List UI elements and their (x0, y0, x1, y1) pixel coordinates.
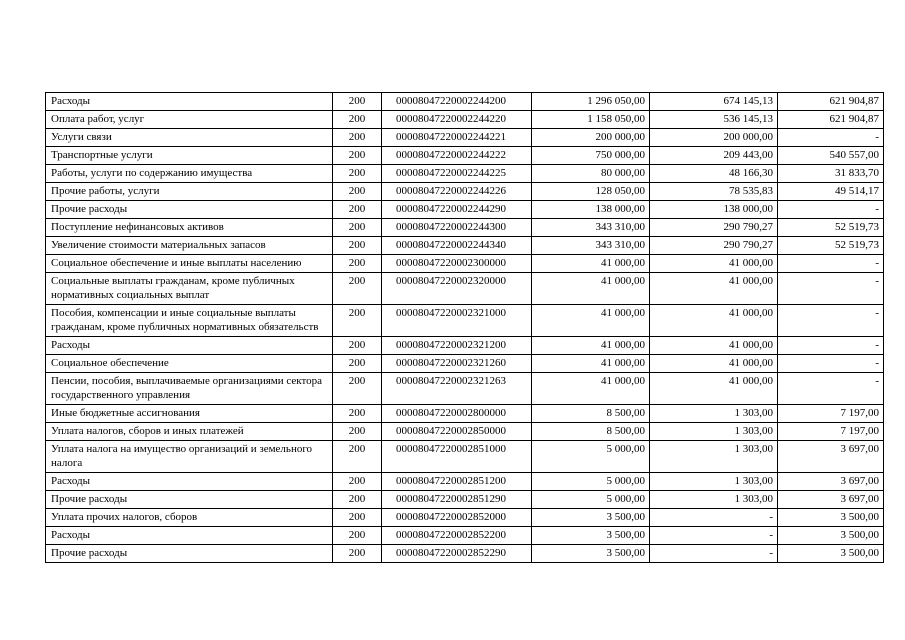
cell-line-code: 200 (333, 129, 382, 147)
cell-executed: 1 303,00 (650, 423, 778, 441)
cell-approved: 41 000,00 (532, 355, 650, 373)
cell-kbk: 00008047220002321000 (382, 305, 532, 337)
cell-name: Оплата работ, услуг (46, 111, 333, 129)
cell-line-code: 200 (333, 165, 382, 183)
cell-unexecuted: 621 904,87 (778, 111, 884, 129)
table-row (46, 237, 884, 255)
cell-kbk: 00008047220002852290 (382, 545, 532, 563)
cell-executed: 41 000,00 (650, 255, 778, 273)
cell-kbk: 00008047220002851200 (382, 473, 532, 491)
cell-approved: 80 000,00 (532, 165, 650, 183)
table-row (46, 473, 884, 491)
cell-kbk: 00008047220002321260 (382, 355, 532, 373)
cell-approved: 41 000,00 (532, 337, 650, 355)
cell-line-code: 200 (333, 509, 382, 527)
table-body (46, 93, 884, 563)
cell-unexecuted: - (778, 337, 884, 355)
cell-name: Прочие расходы (46, 201, 333, 219)
cell-executed: 1 303,00 (650, 441, 778, 473)
cell-executed: - (650, 509, 778, 527)
table-row (46, 93, 884, 111)
cell-executed: 41 000,00 (650, 305, 778, 337)
table-row (46, 305, 884, 337)
cell-name: Прочие расходы (46, 491, 333, 509)
cell-kbk: 00008047220002321200 (382, 337, 532, 355)
cell-executed: 138 000,00 (650, 201, 778, 219)
cell-name: Социальные выплаты гражданам, кроме публичных нормативных социальных выплат (46, 273, 333, 305)
cell-name: Социальное обеспечение (46, 355, 333, 373)
table-row (46, 491, 884, 509)
cell-approved: 138 000,00 (532, 201, 650, 219)
cell-kbk: 00008047220002244221 (382, 129, 532, 147)
cell-unexecuted: 49 514,17 (778, 183, 884, 201)
table-row (46, 355, 884, 373)
cell-line-code: 200 (333, 527, 382, 545)
cell-line-code: 200 (333, 201, 382, 219)
cell-executed: 41 000,00 (650, 337, 778, 355)
cell-line-code: 200 (333, 219, 382, 237)
cell-line-code: 200 (333, 441, 382, 473)
cell-line-code: 200 (333, 355, 382, 373)
cell-approved: 5 000,00 (532, 441, 650, 473)
cell-executed: 674 145,13 (650, 93, 778, 111)
cell-kbk: 00008047220002300000 (382, 255, 532, 273)
cell-name: Расходы (46, 473, 333, 491)
table-row (46, 373, 884, 405)
cell-approved: 8 500,00 (532, 423, 650, 441)
cell-name: Иные бюджетные ассигнования (46, 405, 333, 423)
cell-line-code: 200 (333, 237, 382, 255)
cell-approved: 128 050,00 (532, 183, 650, 201)
cell-line-code: 200 (333, 305, 382, 337)
cell-kbk: 00008047220002852200 (382, 527, 532, 545)
cell-line-code: 200 (333, 405, 382, 423)
cell-unexecuted: 7 197,00 (778, 423, 884, 441)
cell-unexecuted: - (778, 305, 884, 337)
cell-kbk: 00008047220002244290 (382, 201, 532, 219)
cell-executed: 1 303,00 (650, 405, 778, 423)
cell-unexecuted: 3 697,00 (778, 491, 884, 509)
cell-executed: 1 303,00 (650, 473, 778, 491)
cell-kbk: 00008047220002244222 (382, 147, 532, 165)
cell-name: Прочие расходы (46, 545, 333, 563)
cell-kbk: 00008047220002851290 (382, 491, 532, 509)
cell-line-code: 200 (333, 147, 382, 165)
cell-executed: 536 145,13 (650, 111, 778, 129)
cell-name: Уплата налогов, сборов и иных платежей (46, 423, 333, 441)
cell-name: Расходы (46, 93, 333, 111)
table-row (46, 147, 884, 165)
cell-executed: 1 303,00 (650, 491, 778, 509)
cell-kbk: 00008047220002244340 (382, 237, 532, 255)
cell-approved: 1 296 050,00 (532, 93, 650, 111)
cell-unexecuted: - (778, 255, 884, 273)
cell-kbk: 00008047220002852000 (382, 509, 532, 527)
cell-name: Пособия, компенсации и иные социальные выплаты гражданам, кроме публичных нормативных обязательств (46, 305, 333, 337)
table-row (46, 129, 884, 147)
cell-executed: 41 000,00 (650, 373, 778, 405)
cell-unexecuted: 3 500,00 (778, 509, 884, 527)
cell-unexecuted: 52 519,73 (778, 237, 884, 255)
cell-line-code: 200 (333, 423, 382, 441)
cell-line-code: 200 (333, 545, 382, 563)
cell-approved: 5 000,00 (532, 473, 650, 491)
table-row (46, 183, 884, 201)
cell-kbk: 00008047220002244225 (382, 165, 532, 183)
cell-approved: 41 000,00 (532, 373, 650, 405)
table-row (46, 201, 884, 219)
cell-executed: 78 535,83 (650, 183, 778, 201)
cell-unexecuted: - (778, 355, 884, 373)
cell-executed: 209 443,00 (650, 147, 778, 165)
cell-unexecuted: - (778, 129, 884, 147)
cell-executed: - (650, 527, 778, 545)
cell-kbk: 00008047220002851000 (382, 441, 532, 473)
cell-line-code: 200 (333, 111, 382, 129)
cell-approved: 41 000,00 (532, 255, 650, 273)
cell-kbk: 00008047220002244226 (382, 183, 532, 201)
cell-line-code: 200 (333, 337, 382, 355)
cell-name: Социальное обеспечение и иные выплаты населению (46, 255, 333, 273)
cell-kbk: 00008047220002320000 (382, 273, 532, 305)
cell-kbk: 00008047220002321263 (382, 373, 532, 405)
cell-kbk: 00008047220002800000 (382, 405, 532, 423)
cell-line-code: 200 (333, 491, 382, 509)
cell-name: Пенсии, пособия, выплачиваемые организациями сектора государственного управления (46, 373, 333, 405)
cell-unexecuted: 52 519,73 (778, 219, 884, 237)
table-row (46, 509, 884, 527)
table-row (46, 441, 884, 473)
cell-name: Уплата налога на имущество организаций и земельного налога (46, 441, 333, 473)
cell-line-code: 200 (333, 373, 382, 405)
table-row (46, 255, 884, 273)
cell-unexecuted: 540 557,00 (778, 147, 884, 165)
cell-name: Увеличение стоимости материальных запасов (46, 237, 333, 255)
expenditure-table (45, 92, 884, 563)
cell-approved: 200 000,00 (532, 129, 650, 147)
cell-executed: 41 000,00 (650, 355, 778, 373)
table-row (46, 165, 884, 183)
cell-unexecuted: 3 697,00 (778, 473, 884, 491)
cell-approved: 3 500,00 (532, 545, 650, 563)
cell-approved: 3 500,00 (532, 527, 650, 545)
cell-unexecuted: 3 500,00 (778, 545, 884, 563)
cell-executed: 290 790,27 (650, 219, 778, 237)
cell-approved: 41 000,00 (532, 273, 650, 305)
cell-name: Расходы (46, 527, 333, 545)
cell-approved: 3 500,00 (532, 509, 650, 527)
table-row (46, 111, 884, 129)
cell-name: Транспортные услуги (46, 147, 333, 165)
cell-approved: 343 310,00 (532, 237, 650, 255)
cell-line-code: 200 (333, 183, 382, 201)
cell-approved: 343 310,00 (532, 219, 650, 237)
cell-executed: - (650, 545, 778, 563)
cell-kbk: 00008047220002850000 (382, 423, 532, 441)
cell-name: Уплата прочих налогов, сборов (46, 509, 333, 527)
cell-kbk: 00008047220002244220 (382, 111, 532, 129)
cell-unexecuted: 31 833,70 (778, 165, 884, 183)
cell-unexecuted: 3 697,00 (778, 441, 884, 473)
cell-unexecuted: - (778, 201, 884, 219)
cell-approved: 1 158 050,00 (532, 111, 650, 129)
table-row (46, 423, 884, 441)
cell-approved: 5 000,00 (532, 491, 650, 509)
cell-unexecuted: 3 500,00 (778, 527, 884, 545)
table-row (46, 405, 884, 423)
table-row (46, 337, 884, 355)
cell-name: Поступление нефинансовых активов (46, 219, 333, 237)
cell-unexecuted: 7 197,00 (778, 405, 884, 423)
table-row (46, 527, 884, 545)
table-row (46, 545, 884, 563)
cell-approved: 750 000,00 (532, 147, 650, 165)
cell-line-code: 200 (333, 273, 382, 305)
cell-approved: 8 500,00 (532, 405, 650, 423)
cell-line-code: 200 (333, 473, 382, 491)
cell-approved: 41 000,00 (532, 305, 650, 337)
cell-name: Прочие работы, услуги (46, 183, 333, 201)
cell-line-code: 200 (333, 93, 382, 111)
cell-line-code: 200 (333, 255, 382, 273)
cell-executed: 41 000,00 (650, 273, 778, 305)
table-row (46, 219, 884, 237)
cell-kbk: 00008047220002244300 (382, 219, 532, 237)
cell-executed: 200 000,00 (650, 129, 778, 147)
cell-unexecuted: - (778, 373, 884, 405)
cell-executed: 290 790,27 (650, 237, 778, 255)
table-row (46, 273, 884, 305)
cell-unexecuted: 621 904,87 (778, 93, 884, 111)
cell-kbk: 00008047220002244200 (382, 93, 532, 111)
cell-name: Расходы (46, 337, 333, 355)
cell-name: Работы, услуги по содержанию имущества (46, 165, 333, 183)
cell-unexecuted: - (778, 273, 884, 305)
cell-name: Услуги связи (46, 129, 333, 147)
cell-executed: 48 166,30 (650, 165, 778, 183)
